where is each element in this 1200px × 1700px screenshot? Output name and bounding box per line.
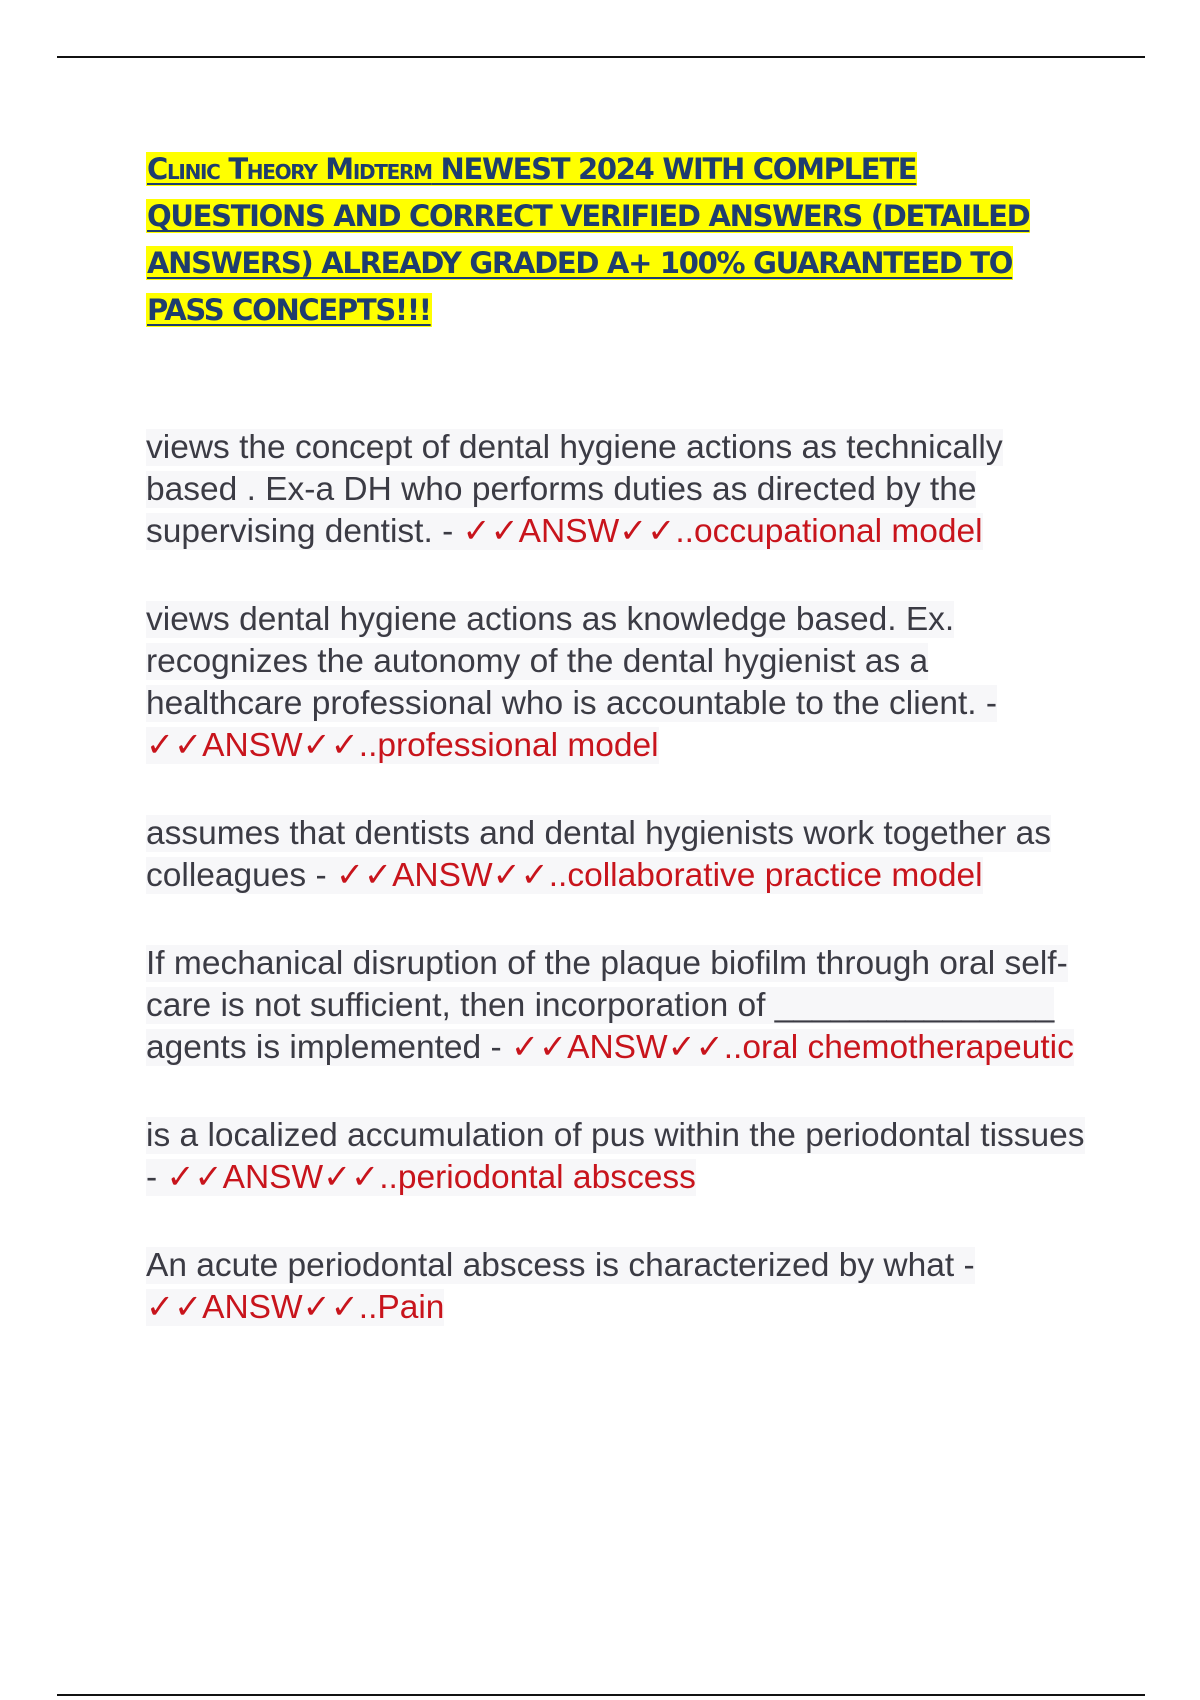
qa-item [146, 1115, 1086, 1199]
answer-text: ✓✓ANSW✓✓..oral chemotherapeutic [510, 1029, 1074, 1066]
document-title [146, 146, 1081, 334]
qa-list [146, 427, 1086, 1375]
answer-text: ✓✓ANSW✓✓..periodontal abscess [166, 1159, 696, 1196]
qa-item [146, 427, 1086, 553]
question-text: If mechanical disruption of the plaque biofilm through oral self-care is not sufficient, then incorporation of _______________ agents is implemented [146, 945, 1068, 1066]
qa-separator: - [146, 1159, 167, 1196]
qa-item [146, 1245, 1086, 1329]
question-text: views the concept of dental hygiene actions as technically based . Ex-a DH who performs duties as directed by the supervising dentist. [146, 429, 1003, 550]
title-course-name: Clinic Theory Midterm [147, 152, 432, 186]
question-text: is a localized accumulation of pus within the periodontal tissues [146, 1117, 1085, 1154]
qa-separator: - [432, 513, 463, 550]
qa-separator: - [976, 685, 998, 722]
title-description: NEWEST 2024 WITH COMPLETE QUESTIONS AND CORRECT VERIFIED ANSWERS (DETAILED ANSWERS) ALREADY GRADED A+ 100% GUARANTEED TO PASS CONCEPTS!!! [147, 152, 1030, 327]
top-rule [57, 56, 1145, 58]
qa-item [146, 943, 1086, 1069]
answer-text: ✓✓ANSW✓✓..Pain [146, 1289, 445, 1326]
qa-separator: - [306, 857, 336, 894]
answer-text: ✓✓ANSW✓✓..professional model [146, 727, 659, 764]
question-text: views dental hygiene actions as knowledge based. Ex. recognizes the autonomy of the dental hygienist as a healthcare professional who is accountable to the client. [146, 601, 977, 722]
bottom-rule [57, 1694, 1145, 1696]
question-text: An acute periodontal abscess is characterized by what [146, 1247, 955, 1284]
answer-text: ✓✓ANSW✓✓..occupational model [462, 513, 983, 550]
qa-separator: - [954, 1247, 975, 1284]
answer-text: ✓✓ANSW✓✓..collaborative practice model [335, 857, 983, 894]
qa-separator: - [481, 1029, 511, 1066]
qa-item [146, 813, 1086, 897]
qa-item [146, 599, 1086, 767]
question-text: assumes that dentists and dental hygienists work together as colleagues [146, 815, 1052, 894]
